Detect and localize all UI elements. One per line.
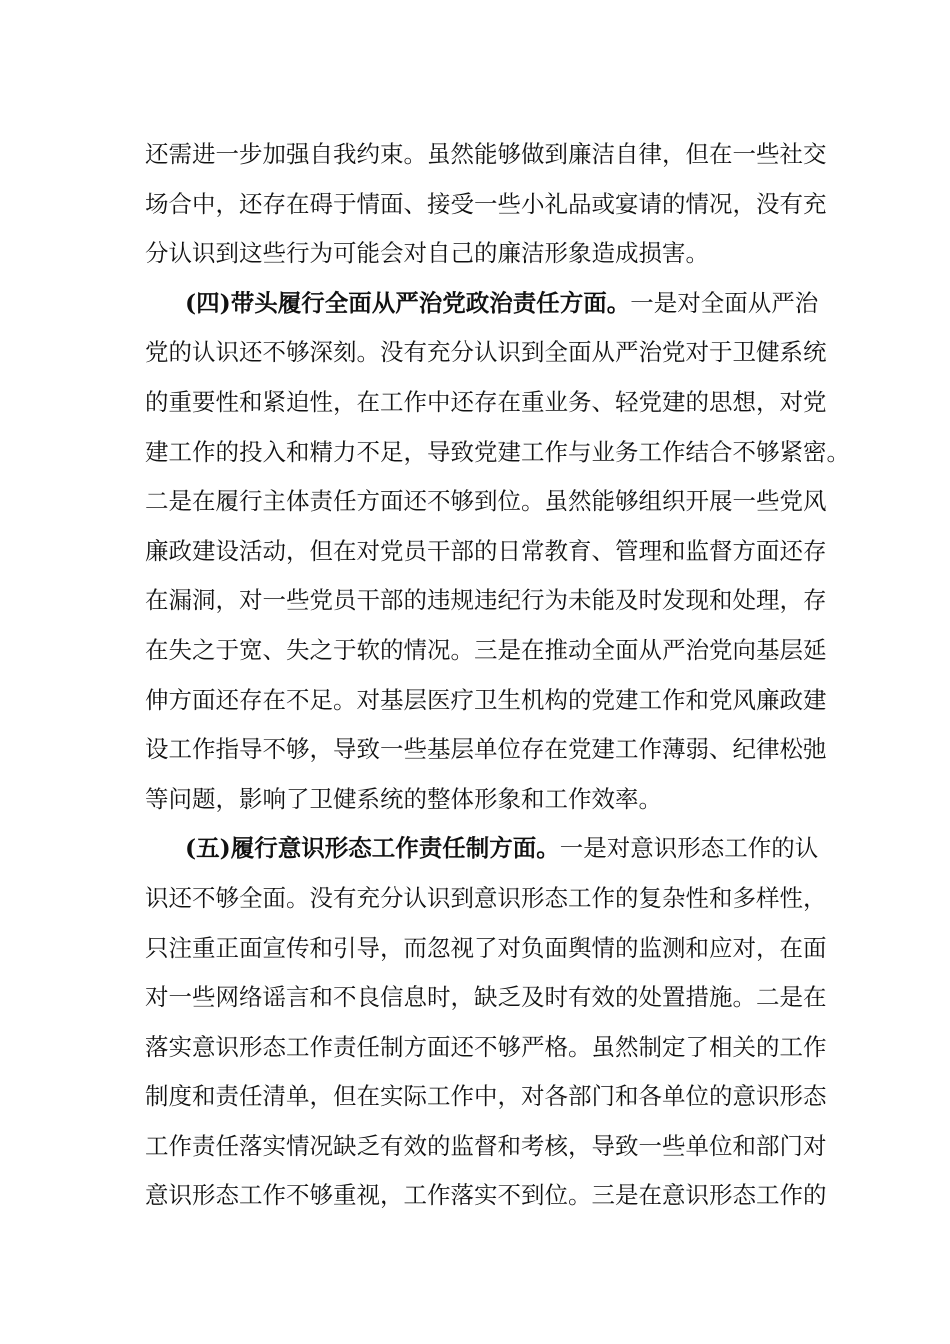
text-line: 只注重正面宣传和引导，而忽视了对负面舆情的监测和应对，在面 [145,933,827,962]
text-line: 二是在履行主体责任方面还不够到位。虽然能够组织开展一些党风 [145,487,827,516]
text-line: 等问题，影响了卫健系统的整体形象和工作效率。 [145,784,662,813]
text-line: 工作责任落实情况缺乏有效的监督和考核，导致一些单位和部门对 [145,1131,827,1160]
section-4-first-line [145,279,825,329]
text-line: 伸方面还存在不足。对基层医疗卫生机构的党建工作和党风廉政建 [145,685,827,714]
text-line: 的重要性和紧迫性，在工作中还存在重业务、轻党建的思想，对党 [145,387,827,416]
text-line: 意识形态工作不够重视，工作落实不到位。三是在意识形态工作的 [145,1181,827,1210]
text-line: 廉政建设活动，但在对党员干部的日常教育、管理和监督方面还存 [145,536,827,565]
text-line: 识还不够全面。没有充分认识到意识形态工作的复杂性和多样性， [145,883,827,912]
section-5-heading: (五)履行意识形态工作责任制方面。 [185,834,560,863]
text-line: 落实意识形态工作责任制方面还不够严格。虽然制定了相关的工作 [145,1032,827,1061]
text-line: 场合中，还存在碍于情面、接受一些小礼品或宴请的情况，没有充 [145,189,827,218]
section-4-lead-text: 一是对全面从严治 [630,288,819,317]
document-body [145,130,850,1221]
text-line: 设工作指导不够，导致一些基层单位存在党建工作薄弱、纪律松弛 [145,735,827,764]
text-line: 对一些网络谣言和不良信息时，缺乏及时有效的处置措施。二是在 [145,983,827,1012]
text-line: 分认识到这些行为可能会对自己的廉洁形象造成损害。 [145,239,709,268]
text-line: 党的认识还不够深刻。没有充分认识到全面从严治党对于卫健系统 [145,338,827,367]
text-line: 还需进一步加强自我约束。虽然能够做到廉洁自律，但在一些社交 [145,140,827,168]
text-line: 建工作的投入和精力不足，导致党建工作与业务工作结合不够紧密。 [145,437,850,466]
section-5-first-line [145,824,825,874]
text-line: 在失之于宽、失之于软的情况。三是在推动全面从严治党向基层延 [145,635,827,664]
section-5-lead-text: 一是对意识形态工作的认 [559,834,819,863]
text-line: 制度和责任清单，但在实际工作中，对各部门和各单位的意识形态 [145,1082,827,1111]
text-line: 在漏洞，对一些党员干部的违规违纪行为未能及时发现和处理，存 [145,586,827,615]
section-4-heading: (四)带头履行全面从严治党政治责任方面。 [185,288,631,317]
